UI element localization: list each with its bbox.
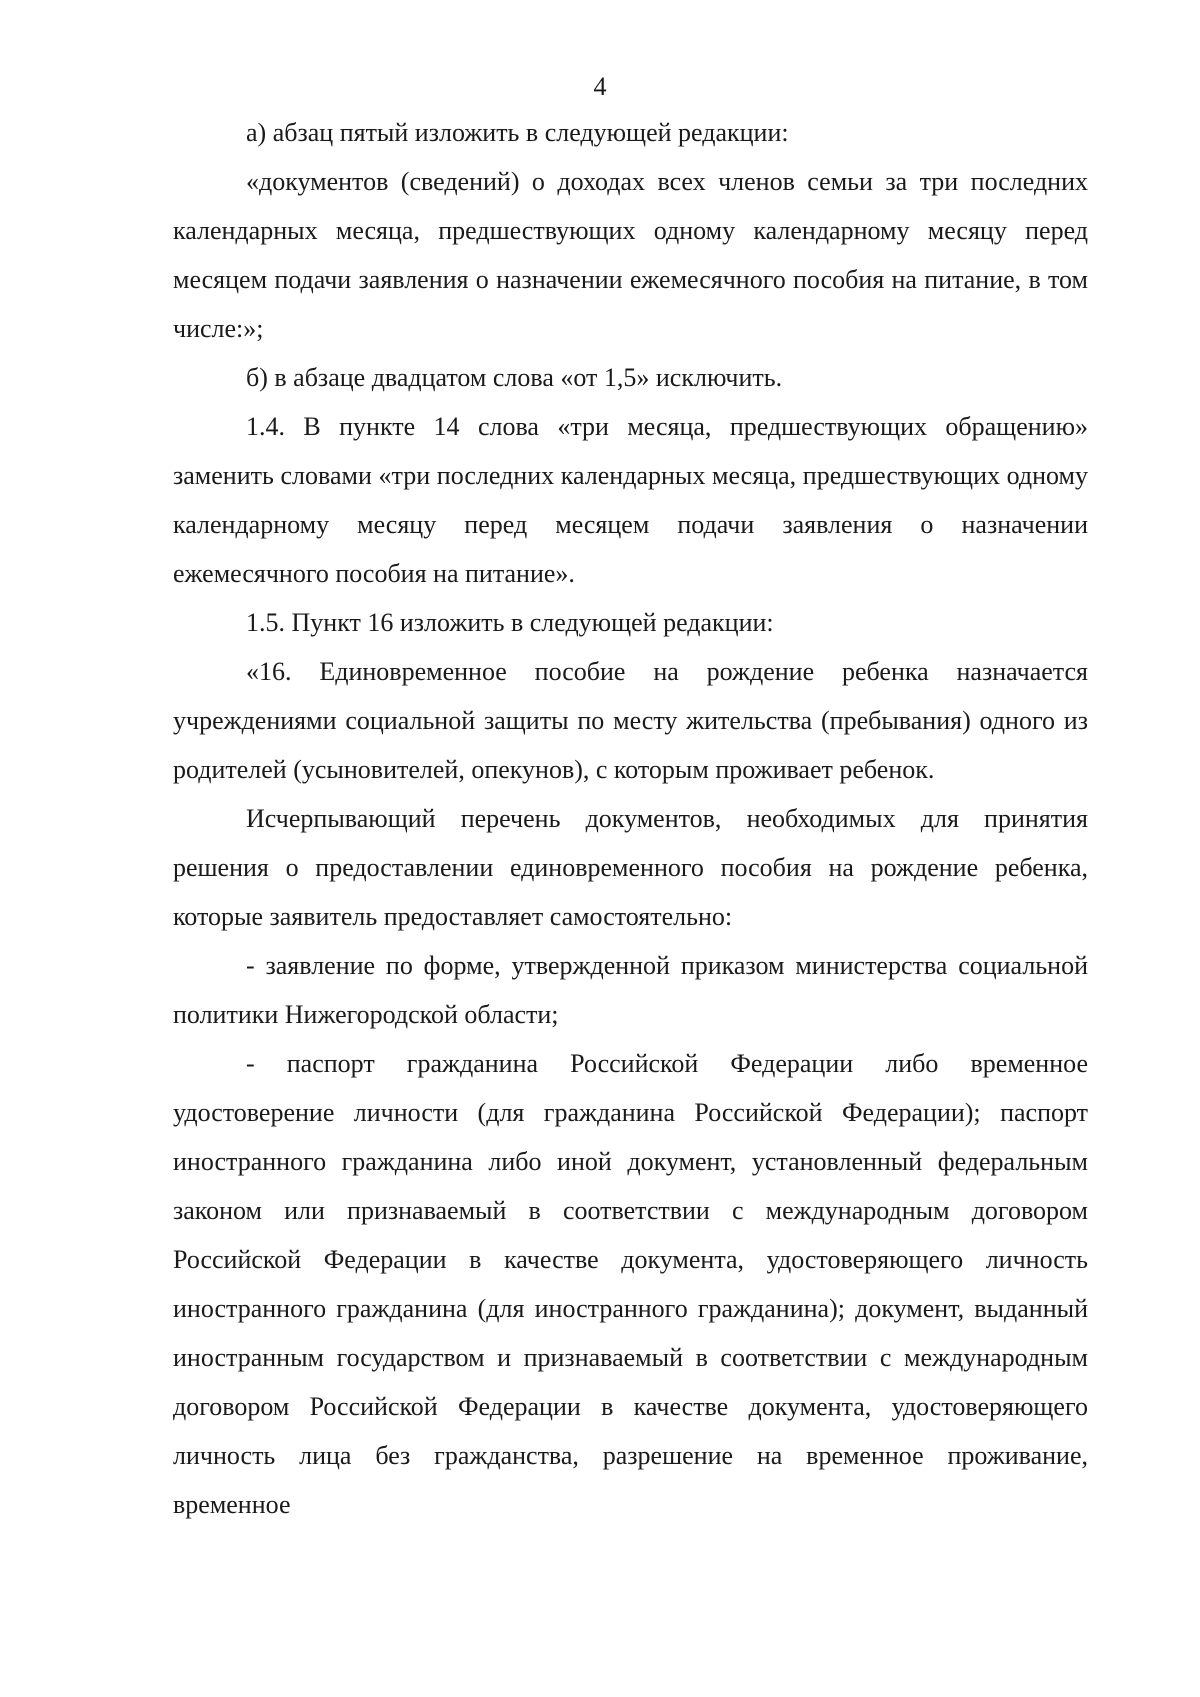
- paragraph-list-item-application: - заявление по форме, утвержденной приказом министерства социальной политики Нижегородской области;: [173, 951, 1088, 1029]
- paragraph-item-1-5: 1.5. Пункт 16 изложить в следующей редакции:: [246, 608, 774, 637]
- paragraph-subitem-b: б) в абзаце двадцатом слова «от 1,5» исключить.: [246, 363, 783, 392]
- paragraph-quoted-documents: «документов (сведений) о доходах всех членов семьи за три последних календарных месяца, предшествующих одному календарному месяцу перед месяцем подачи заявления о назначении ежемесячного пособия на питание, в том числе:»;: [173, 167, 1088, 343]
- paragraph-item-1-4: 1.4. В пункте 14 слова «три месяца, предшествующих обращению» заменить словами «три последних календарных месяца, предшествующих одному календарному месяцу перед месяцем подачи заявления о назначении ежемесячного пособия на питание».: [173, 412, 1088, 588]
- paragraph-item-16: «16. Единовременное пособие на рождение ребенка назначается учреждениями социальной защиты по месту жительства (пребывания) одного из родителей (усыновителей, опекунов), с которым проживает ребенок.: [173, 657, 1088, 784]
- paragraph-list-item-passport: - паспорт гражданина Российской Федерации либо временное удостоверение личности (для гражданина Российской Федерации); паспорт иностранного гражданина либо иной документ, установленный федеральным законом или признаваемый в соответствии с международным договором Российской Федерации в качестве документа, удостоверяющего личность иностранного гражданина (для иностранного гражданина); документ, выданный иностранным государством и признаваемый в соответствии с международным договором Российской Федерации в качестве документа, удостоверяющего личность лица без гражданства, разрешение на временное проживание, временное: [173, 1049, 1088, 1519]
- document-body: [173, 108, 1088, 1529]
- paragraph-subitem-a: а) абзац пятый изложить в следующей редакции:: [246, 118, 789, 147]
- paragraph-document-list-intro: Исчерпывающий перечень документов, необходимых для принятия решения о предоставлении единовременного пособия на рождение ребенка, которые заявитель предоставляет самостоятельно:: [173, 804, 1088, 931]
- page-number: 4: [593, 72, 607, 101]
